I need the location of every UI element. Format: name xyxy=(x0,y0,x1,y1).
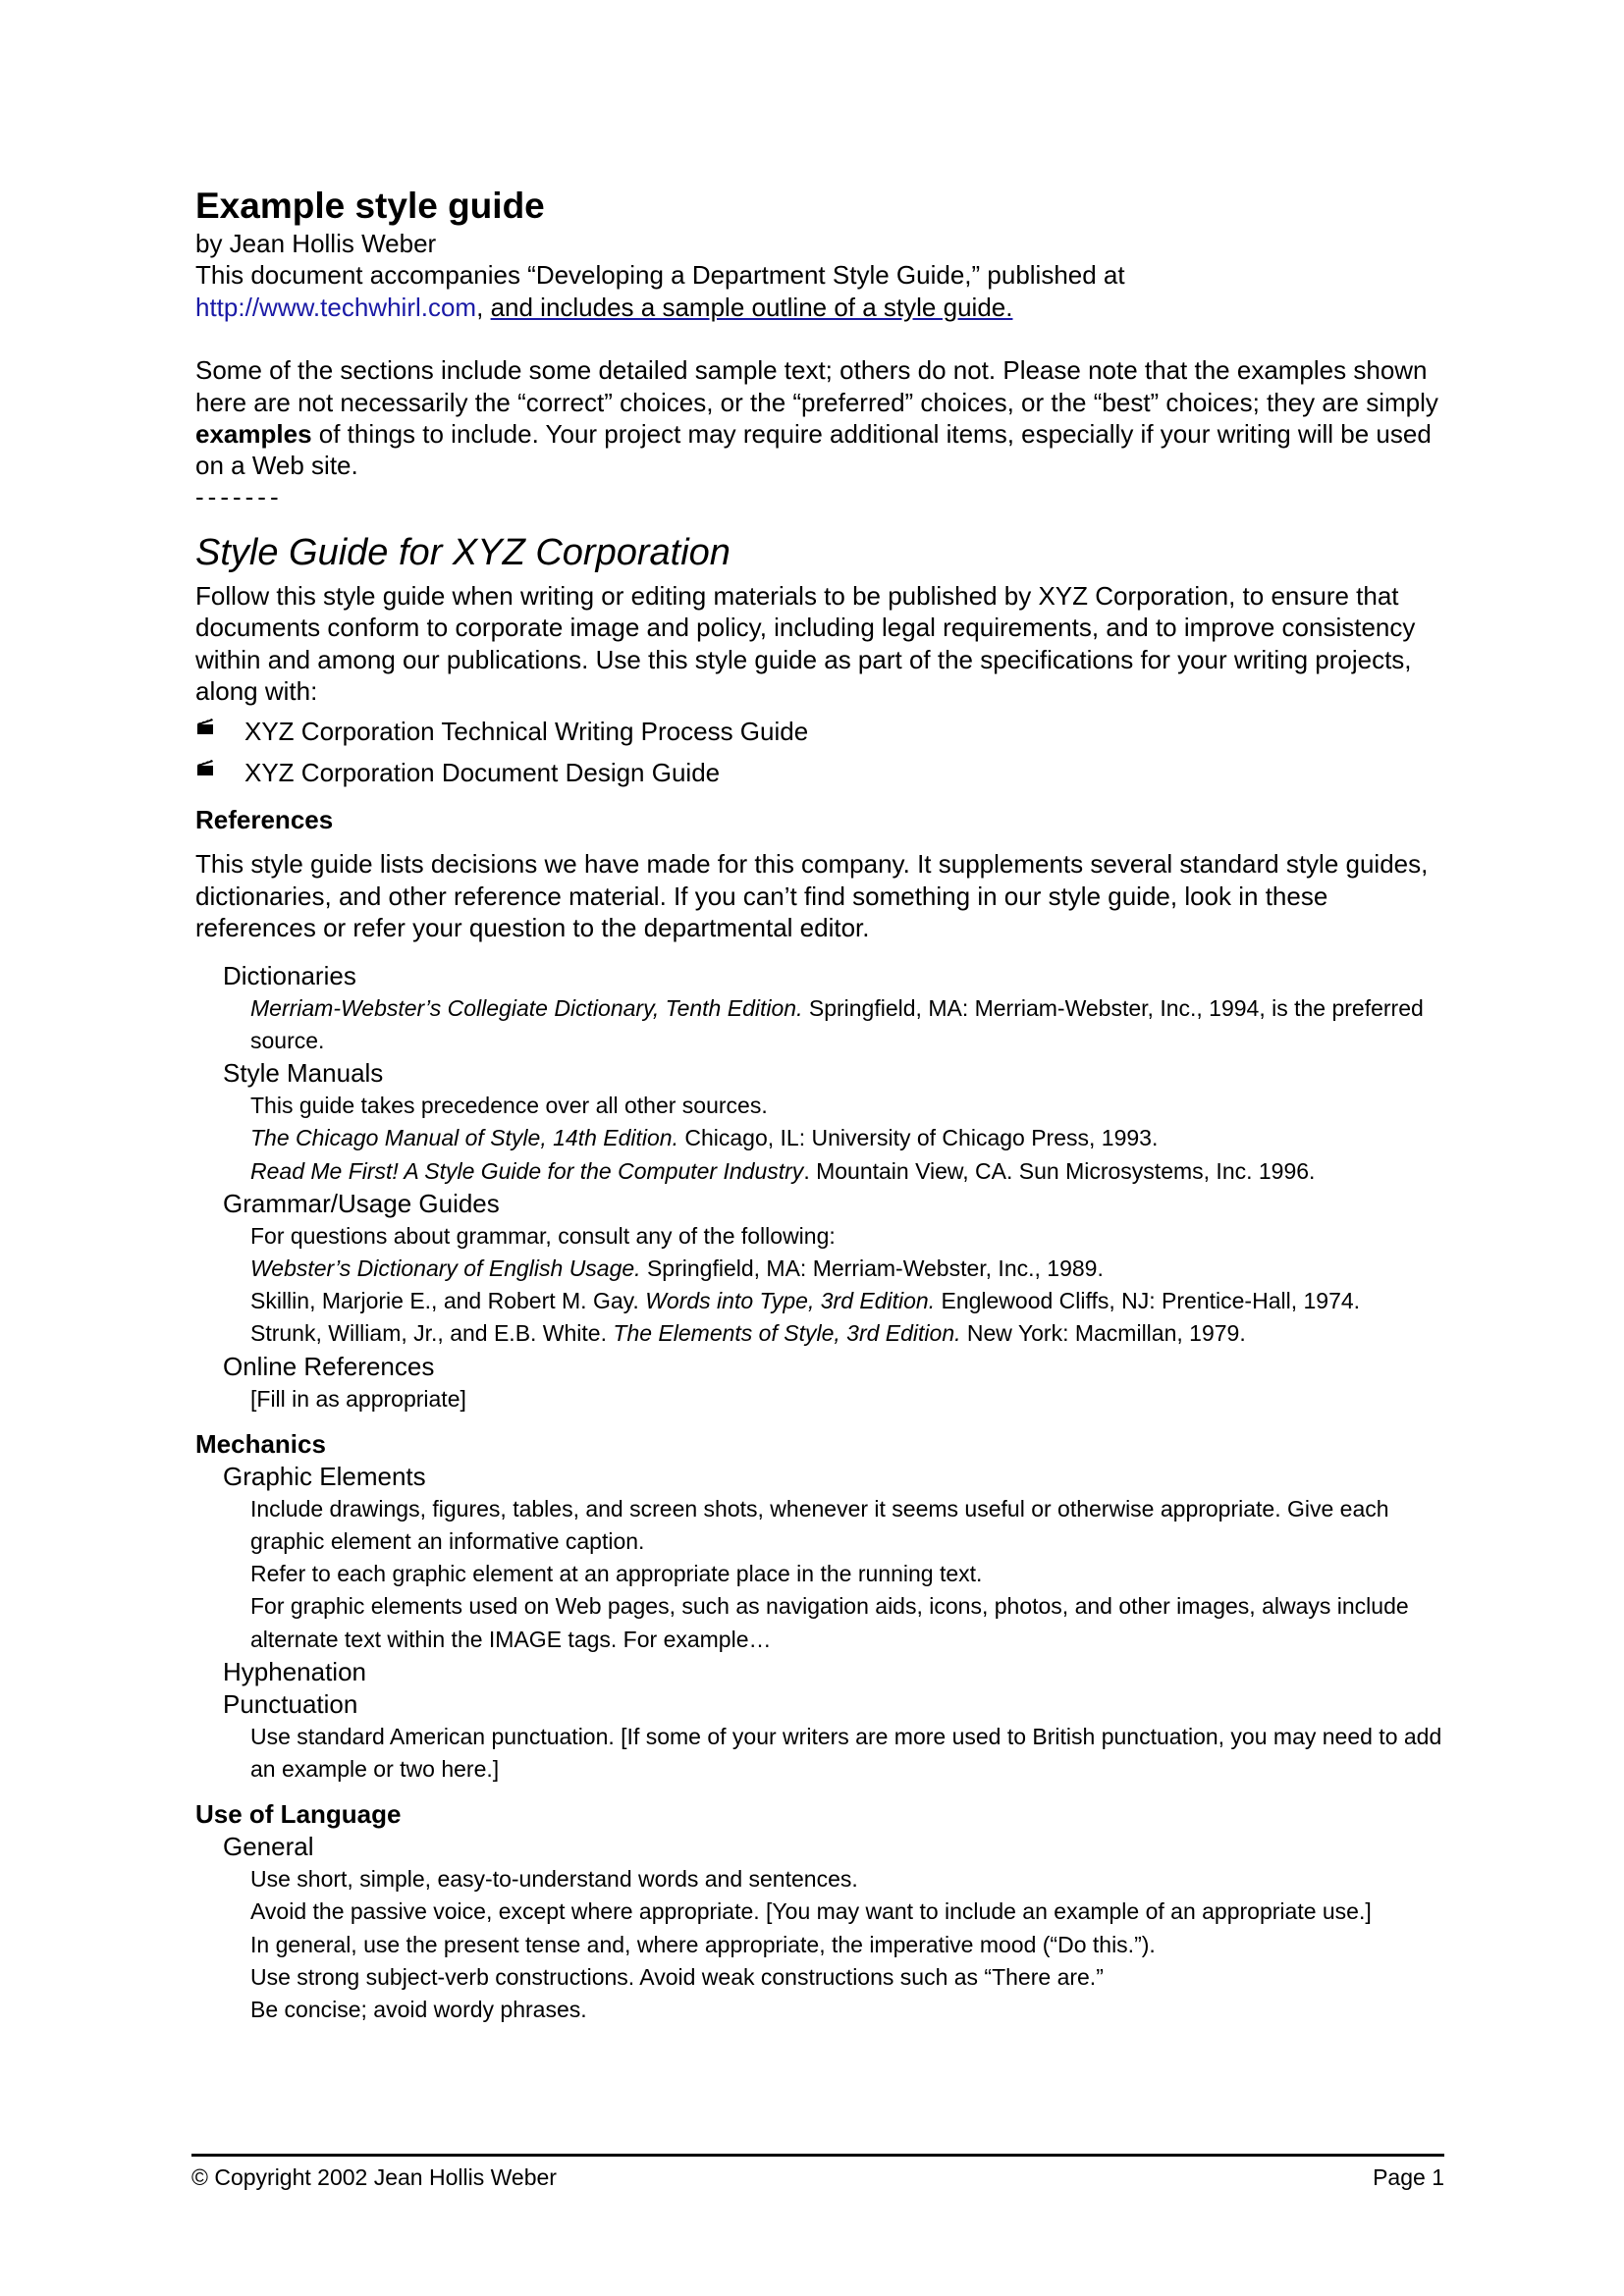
document-page xyxy=(195,185,1444,2026)
graphic-elements-heading: Graphic Elements xyxy=(223,1461,426,1491)
general-heading: General xyxy=(223,1832,314,1862)
bullet-label: XYZ Corporation Document Design Guide xyxy=(244,758,721,788)
guide-title: Style Guide for XYZ Corporation xyxy=(195,531,731,573)
style-manuals-heading: Style Manuals xyxy=(223,1058,384,1089)
hyphenation-heading: Hyphenation xyxy=(223,1656,366,1686)
entry-author: Strunk, William, Jr., and E.B. White. xyxy=(250,1320,614,1347)
guideline-item: Be concise; avoid wordy phrases. xyxy=(250,1996,587,2022)
separator-dashes: ------- xyxy=(195,481,283,511)
intro-line: This document accompanies “Developing a Department Style Guide,” published at xyxy=(195,260,1125,291)
link-line xyxy=(195,292,1444,323)
use-of-language-heading: Use of Language xyxy=(195,1799,402,1830)
entry-text: Springfield, MA: Merriam-Webster, Inc., 1989. xyxy=(640,1255,1104,1281)
references-body: This style guide lists decisions we have made for this company. It supplements several standard style guides, dictionaries, and other reference material. If you can’t find something in our style guide, look in these references or refer your question to the departmental editor. xyxy=(195,849,1429,943)
guideline-item: Use short, simple, easy-to-understand words and sentences. xyxy=(250,1866,858,1893)
guideline-item: Use standard American punctuation. [If some of your writers are more used to British punctuation, you may need to add an example or two here.] xyxy=(250,1723,1442,1782)
mechanics-heading: Mechanics xyxy=(195,1428,326,1459)
entry-title: The Elements of Style, 3rd Edition. xyxy=(613,1320,961,1347)
author-line: by Jean Hollis Weber xyxy=(195,229,437,258)
reference-entry xyxy=(250,1253,1444,1285)
reference-entry: [Fill in as appropriate] xyxy=(250,1385,466,1412)
reference-entry xyxy=(250,1285,1444,1317)
entry-title: Merriam-Webster’s Collegiate Dictionary, Tenth Edition. xyxy=(250,994,803,1021)
punctuation-heading: Punctuation xyxy=(223,1688,358,1719)
reference-entry xyxy=(250,1090,1444,1122)
reference-entry xyxy=(250,1317,1444,1350)
entry-title: Words into Type, 3rd Edition. xyxy=(645,1288,936,1314)
footer-rule xyxy=(191,2154,1444,2157)
guideline-item: Use strong subject-verb constructions. Avoid weak constructions such as “There are.” xyxy=(250,1963,1104,1990)
reference-entry xyxy=(250,992,1444,1057)
bullet-item xyxy=(195,752,1444,793)
reference-entry xyxy=(250,1220,1444,1253)
clapperboard-icon xyxy=(195,707,217,748)
entry-text: New York: Macmillan, 1979. xyxy=(960,1320,1246,1347)
online-references-heading: Online References xyxy=(223,1351,435,1381)
bullet-label: XYZ Corporation Technical Writing Process Guide xyxy=(244,717,809,747)
entry-title: Read Me First! A Style Guide for the Computer Industry xyxy=(250,1157,804,1184)
reference-entry xyxy=(250,1122,1444,1154)
document-title: Example style guide xyxy=(195,186,545,226)
intro-text-1: Some of the sections include some detailed sample text; others do not. Please note that the examples shown here are not necessarily the “correct” choices, or the “preferred” choices, or the “best” choices; they are simply xyxy=(195,355,1438,417)
entry-title: Webster’s Dictionary of English Usage. xyxy=(250,1255,641,1281)
entry-text: This guide takes precedence over all other sources. xyxy=(250,1093,768,1119)
entry-text: . Mountain View, CA. Sun Microsystems, Inc. 1996. xyxy=(803,1157,1316,1184)
entry-text: Englewood Cliffs, NJ: Prentice-Hall, 1974. xyxy=(935,1288,1361,1314)
guideline-item: Refer to each graphic element at an appropriate place in the running text. xyxy=(250,1561,983,1587)
intro-text-2: of things to include. Your project may require additional items, especially if your writing will be used on a Web site. xyxy=(195,419,1432,481)
entry-text: For questions about grammar, consult any of the following: xyxy=(250,1222,836,1249)
dictionaries-heading: Dictionaries xyxy=(223,960,356,990)
clapperboard-icon xyxy=(195,748,217,789)
guideline-item: For graphic elements used on Web pages, such as navigation aids, icons, photos, and other images, always include alternate text within the IMAGE tags. For example… xyxy=(250,1593,1409,1652)
copyright-text: © Copyright 2002 Jean Hollis Weber xyxy=(191,2164,557,2190)
page-number: Page 1 xyxy=(1373,2164,1444,2190)
techwhirl-link[interactable]: http://www.techwhirl.com xyxy=(195,292,477,322)
entry-author: Skillin, Marjorie E., and Robert M. Gay. xyxy=(250,1288,646,1314)
entry-title: The Chicago Manual of Style, 14th Edition. xyxy=(250,1125,678,1151)
entry-text: Springfield, MA: Merriam-Webster, Inc., 1994, is the preferred source. xyxy=(250,994,1424,1053)
references-heading: References xyxy=(195,805,334,835)
entry-text: Chicago, IL: University of Chicago Press, 1993. xyxy=(677,1125,1159,1151)
bullet-item xyxy=(195,711,1444,752)
intro-bold-examples: examples xyxy=(195,419,312,450)
intro-paragraph xyxy=(195,354,1444,482)
page-footer xyxy=(191,2162,1444,2193)
guideline-item: In general, use the present tense and, where appropriate, the imperative mood (“Do this.”). xyxy=(250,1931,1156,1957)
grammar-heading: Grammar/Usage Guides xyxy=(223,1188,500,1218)
outline-link-text[interactable]: and includes a sample outline of a style guide. xyxy=(490,292,1013,322)
guide-body: Follow this style guide when writing or editing materials to be published by XYZ Corporation, to ensure that documents conform to corporate image and policy, including legal requirements, and to improve consistency within and among our publications. Use this style guide as part of the specifications for your writing projects, along with: xyxy=(195,580,1416,707)
reference-entry xyxy=(250,1155,1444,1188)
guideline-item: Avoid the passive voice, except where appropriate. [You may want to include an example of an appropriate use.] xyxy=(250,1898,1372,1925)
link-comma: , xyxy=(476,292,484,322)
guideline-item: Include drawings, figures, tables, and screen shots, whenever it seems useful or otherwise appropriate. Give each graphic element an informative caption. xyxy=(250,1495,1389,1554)
